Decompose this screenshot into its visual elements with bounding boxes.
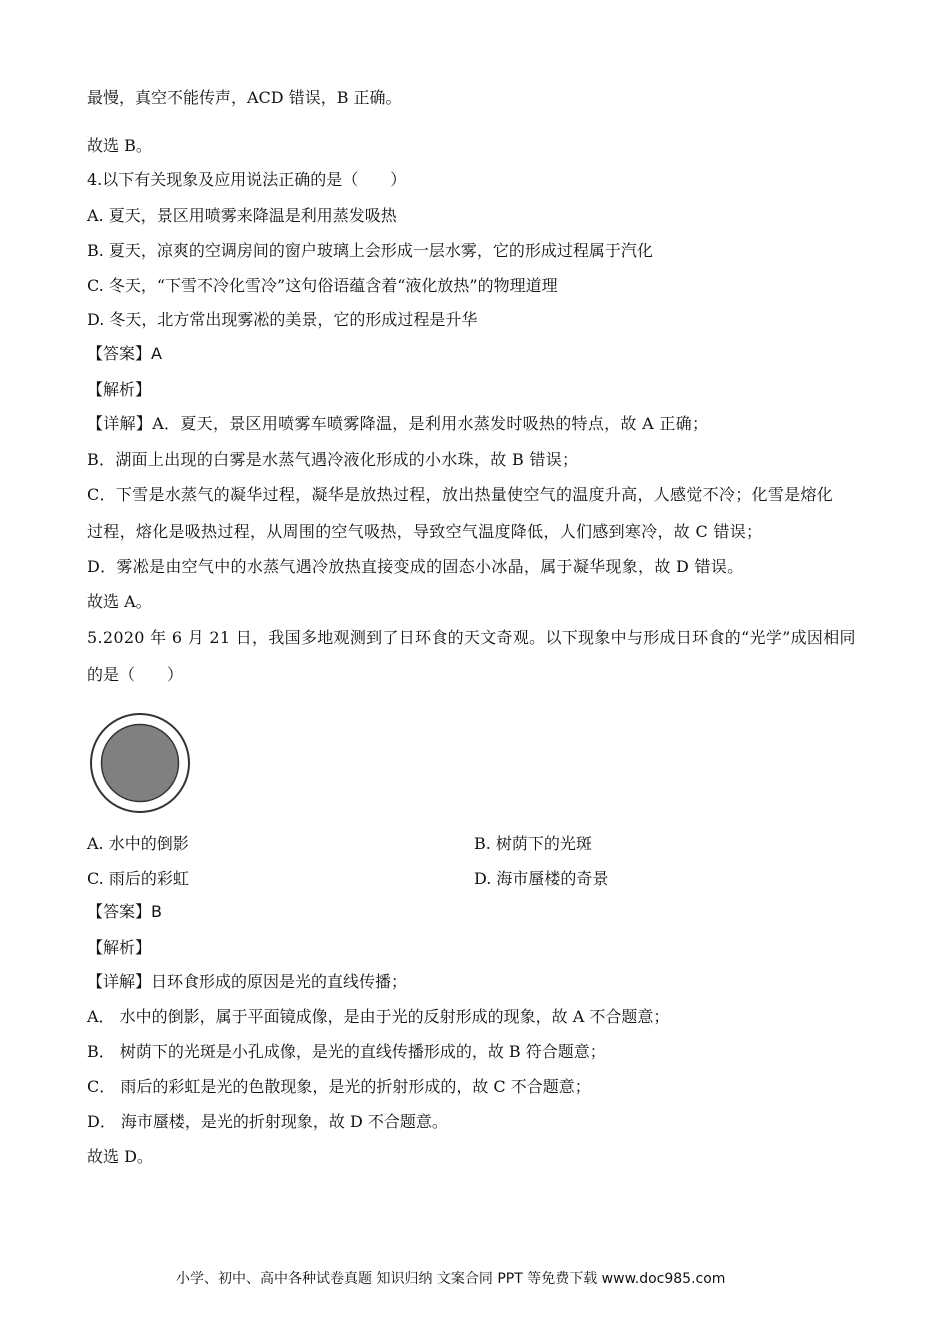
question-title: 5.2020 年 6 月 21 日，我国多地观测到了日环食的天文奇观。以下现象中与形成日环食的“光学”成因相同: [87, 628, 856, 647]
option-d: D. 海市蜃楼的奇景: [474, 869, 609, 888]
question-title-cont: 的是（ ）: [87, 665, 184, 684]
analysis-label: 【解析】: [87, 380, 152, 399]
explanation-line: B．湖面上出现的白雾是水蒸气遇冷液化形成的小水珠，故 B 错误；: [87, 450, 579, 469]
answer-label: 【答案】B: [87, 902, 162, 921]
explanation-line: 【详解】A．夏天，景区用喷雾车喷雾降温，是利用水蒸发时吸热的特点，故 A 正确；: [87, 414, 709, 433]
conclusion-line: 故选 A。: [87, 592, 152, 611]
option-b: B. 树荫下的光斑: [474, 834, 592, 853]
explanation-line: A． 水中的倒影，属于平面镜成像，是由于光的反射形成的现象，故 A 不合题意；: [87, 1007, 670, 1026]
option-d: D. 冬天，北方常出现雾凇的美景，它的形成过程是升华: [87, 310, 478, 329]
explanation-line: D． 海市蜃楼，是光的折射现象，故 D 不合题意。: [87, 1112, 448, 1131]
answer-label: 【答案】A: [87, 344, 162, 363]
conclusion-line: 故选 D。: [87, 1147, 153, 1166]
question-title: 4.以下有关现象及应用说法正确的是（ ）: [87, 170, 407, 189]
explanation-line: 【详解】日环食形成的原因是光的直线传播；: [87, 972, 408, 991]
explanation-line: B． 树荫下的光斑是小孔成像，是光的直线传播形成的，故 B 符合题意；: [87, 1042, 606, 1061]
page-footer: 小学、初中、高中各种试卷真题 知识归纳 文案合同 PPT 等免费下载 www.doc985.com: [176, 1271, 726, 1287]
option-c: C. 雨后的彩虹: [87, 869, 189, 888]
explanation-line: C．下雪是水蒸气的凝华过程，凝华是放热过程，放出热量使空气的温度升高，人感觉不冷；化雪是熔化: [87, 485, 834, 504]
text-line: 最慢，真空不能传声，ACD 错误，B 正确。: [87, 88, 402, 107]
explanation-line: 过程，熔化是吸热过程，从周围的空气吸热，导致空气温度降低，人们感到寒冷，故 C 错误；: [87, 522, 763, 541]
eclipse-moon-disk: [102, 725, 179, 802]
option-a: A. 水中的倒影: [87, 834, 189, 853]
explanation-line: D．雾凇是由空气中的水蒸气遇冷放热直接变成的固态小冰晶，属于凝华现象，故 D 错误。: [87, 557, 744, 576]
option-c: C. 冬天，“下雪不冷化雪冷”这句俗语蕴含着“液化放热”的物理道理: [87, 276, 558, 295]
option-b: B. 夏天，凉爽的空调房间的窗户玻璃上会形成一层水雾，它的形成过程属于汽化: [87, 241, 653, 260]
explanation-line: C． 雨后的彩虹是光的色散现象，是光的折射形成的，故 C 不合题意；: [87, 1077, 591, 1096]
option-a: A. 夏天，景区用喷雾来降温是利用蒸发吸热: [87, 206, 397, 225]
analysis-label: 【解析】: [87, 938, 152, 957]
annular-eclipse-figure: [89, 712, 191, 814]
text-line: 故选 B。: [87, 136, 152, 155]
